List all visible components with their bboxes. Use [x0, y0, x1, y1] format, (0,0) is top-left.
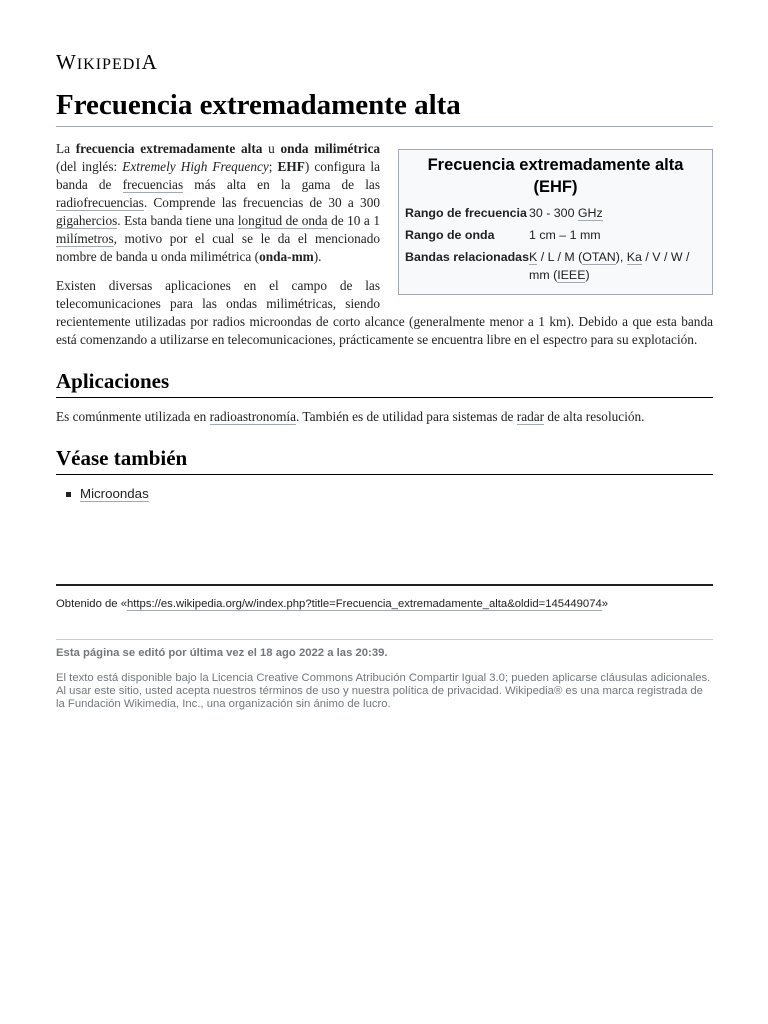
otan-link[interactable]: OTAN	[582, 250, 616, 264]
page-title: Frecuencia extremadamente alta	[56, 86, 713, 127]
retrieved-from	[56, 598, 608, 610]
text: . Comprende las frecuencias de 30 a 300	[143, 195, 380, 210]
infobox-value	[529, 248, 706, 284]
text: ).	[313, 249, 322, 264]
infobox-row-frequency	[405, 204, 706, 222]
band-text: )	[585, 268, 590, 282]
band-text: / V / W / mm (	[529, 250, 690, 282]
band-ka-link[interactable]: Ka	[626, 250, 642, 264]
bold-term: frecuencia extremadamente alta	[75, 141, 263, 156]
ghz-link[interactable]: GHz	[577, 206, 603, 220]
text: . También es de utilidad para sistemas de	[296, 409, 517, 424]
text: Es comúnmente utilizada en	[56, 409, 210, 424]
longitud-de-onda-link[interactable]: longitud de onda	[237, 213, 328, 228]
bold-term: EHF	[277, 159, 305, 174]
infobox-label: Rango de frecuencia	[405, 206, 527, 220]
logo-last-letter: A	[141, 50, 158, 74]
article-content	[56, 140, 713, 503]
band-text: / L / M (	[537, 250, 583, 264]
ieee-link[interactable]: IEEE	[557, 268, 586, 282]
text: , motivo por el cual se le da el mencionado nombre de banda u onda milimétrica (	[56, 231, 380, 264]
text: (del inglés:	[56, 159, 123, 174]
text: u	[262, 141, 281, 156]
gigahercios-link[interactable]: gigahercios	[56, 213, 118, 228]
text: ) configura la banda de	[56, 159, 381, 192]
list-item	[80, 485, 713, 503]
infobox-value-text: 30 - 300	[529, 206, 578, 220]
wikipedia-logo[interactable]	[56, 50, 158, 75]
applications-paragraph: Existen diversas aplicaciones en el campo de las telecomunicaciones para las ondas milimétricas, siendo recientemente utilizadas por radios microondas de corto alcance (generalmente menor a 1 km). Debido a que esta banda está comenzando a utilizarse en telecomunicaciones, prácticamente se encuentra libre en el espectro para su explotación.	[56, 278, 713, 347]
see-also-list	[56, 485, 713, 503]
logo-first-letter: W	[56, 50, 77, 74]
radar-link[interactable]: radar	[516, 409, 545, 424]
microondas-link[interactable]: Microondas	[80, 486, 149, 501]
license-text: El texto está disponible bajo la Licencia Creative Commons Atribución Compartir Igual 3.0; pueden aplicarse cláusulas adicionales. Al usar este sitio, usted acepta nuestros términos de uso y nuestra política de privacidad. Wikipedia® es una marca registrada de la Fundación Wikimedia, Inc., una organización sin ánimo de lucro.	[56, 672, 711, 710]
infobox-value: 1 cm – 1 mm	[529, 228, 601, 242]
band-text: ),	[615, 250, 627, 264]
bold-term: onda-mm	[259, 249, 314, 264]
permanent-link[interactable]: https://es.wikipedia.org/w/index.php?title=Frecuencia_extremadamente_alta&oldid=145449074	[126, 598, 602, 610]
infobox-label: Bandas relacionadas	[405, 250, 529, 264]
text: Obtenido de «	[56, 598, 127, 610]
infobox-row-wavelength	[405, 226, 706, 244]
logo-middle: IKIPEDI	[76, 56, 142, 73]
last-modified: Esta página se editó por última vez el 18 ago 2022 a las 20:39.	[56, 647, 388, 659]
infobox-row-bands	[405, 248, 706, 284]
milimetros-link[interactable]: milímetros	[56, 231, 114, 246]
text: de alta resolución.	[544, 409, 645, 424]
text: más alta en la gama de las	[183, 177, 380, 192]
frecuencias-link[interactable]: frecuencias	[122, 177, 184, 192]
radioastronomia-link[interactable]: radioastronomía	[209, 409, 297, 424]
text: ;	[268, 159, 278, 174]
infobox-title: Frecuencia extremadamente alta (EHF)	[427, 156, 684, 196]
section-heading-aplicaciones: Aplicaciones	[56, 367, 713, 398]
infobox-label: Rango de onda	[405, 228, 495, 242]
text: . Esta banda tiene una	[117, 213, 238, 228]
text: La	[56, 141, 76, 156]
radiofrecuencias-link[interactable]: radiofrecuencias	[56, 195, 144, 210]
aplicaciones-paragraph	[56, 408, 713, 426]
italic-term: Extremely High Frequency	[122, 159, 269, 174]
band-k-link[interactable]: K	[529, 250, 538, 264]
section-heading-vease-tambien: Véase también	[56, 444, 713, 475]
text: de 10 a 1	[327, 213, 380, 228]
footer-divider-light	[56, 639, 713, 640]
bold-term: onda milimétrica	[280, 141, 380, 156]
infobox-value	[529, 204, 706, 222]
footer-divider	[56, 584, 713, 586]
bullet-icon	[66, 492, 71, 497]
text: »	[601, 598, 609, 610]
infobox	[398, 149, 713, 295]
